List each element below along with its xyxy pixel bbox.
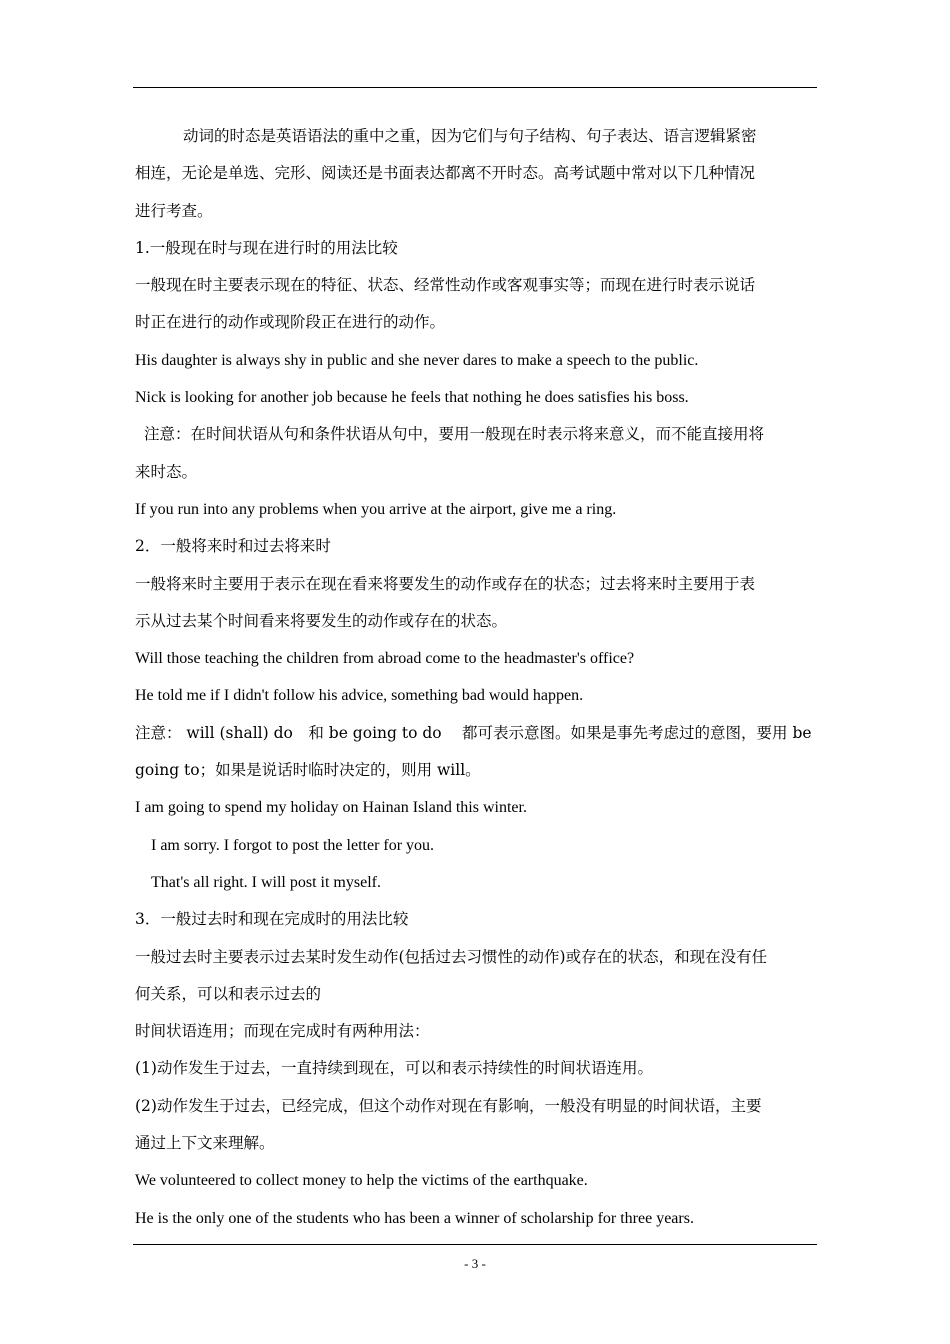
dialogue-line: That's all right. I will post it myself. [151, 873, 381, 891]
usage-2-line-2: 通过上下文来理解。 [135, 1134, 275, 1153]
section-2-text-2: 示从过去某个时间看来将要发生的动作或存在的状态。 [135, 611, 508, 630]
example-sentence: We volunteered to collect money to help the victims of the earthquake. [135, 1172, 588, 1190]
note-line-4: going to；如果是说话时临时决定的，则用 will。 [135, 761, 481, 780]
section-3-text-1: 一般过去时主要表示过去某时发生动作(包括过去习惯性的动作)或存在的状态，和现在没有任 [135, 947, 768, 966]
header-rule [133, 87, 817, 88]
intro-line-1: 动词的时态是英语语法的重中之重，因为它们与句子结构、句子表达、语言逻辑紧密 [183, 127, 757, 145]
example-sentence: I am going to spend my holiday on Hainan Island this winter. [135, 799, 527, 817]
example-sentence: His daughter is always shy in public and she never dares to make a speech to the public. [135, 351, 699, 369]
document-body [135, 118, 819, 1237]
section-3-heading: 3．一般过去时和现在完成时的用法比较 [135, 910, 409, 929]
note-line-3: 注意： will (shall) do 和 be going to do 都可表示意图。如果是事先考虑过的意图，要用 be [135, 723, 812, 742]
note-line-2: 来时态。 [135, 462, 198, 481]
example-sentence: Will those teaching the children from abroad come to the headmaster's office? [135, 650, 635, 668]
section-2-text-1: 一般将来时主要用于表示在现在看来将要发生的动作或存在的状态；过去将来时主要用于表 [135, 574, 756, 593]
usage-2-line-1: (2)动作发生于过去，已经完成，但这个动作对现在有影响，一般没有明显的时间状语，主要 [135, 1096, 762, 1115]
example-sentence: He told me if I didn't follow his advice, something bad would happen. [135, 687, 584, 705]
section-1-text-1: 一般现在时主要表示现在的特征、状态、经常性动作或客观事实等；而现在进行时表示说话 [135, 276, 756, 295]
intro-line-3: 进行考查。 [135, 201, 213, 220]
example-sentence: If you run into any problems when you arrive at the airport, give me a ring. [135, 500, 617, 518]
note-line-1: 注意：在时间状语从句和条件状语从句中，要用一般现在时表示将来意义，而不能直接用将 [144, 425, 765, 444]
section-1-text-2: 时正在进行的动作或现阶段正在进行的动作。 [135, 313, 446, 332]
dialogue-line: I am sorry. I forgot to post the letter for you. [151, 836, 435, 854]
section-3-text-3: 时间状语连用；而现在完成时有两种用法： [135, 1022, 430, 1041]
section-3-text-2: 何关系，可以和表示过去的 [135, 984, 322, 1003]
section-1-heading: 1.一般现在时与现在进行时的用法比较 [135, 238, 398, 257]
example-sentence: He is the only one of the students who has been a winner of scholarship for three years. [135, 1209, 694, 1227]
intro-line-2: 相连，无论是单选、完形、阅读还是书面表达都离不开时态。高考试题中常对以下几种情况 [135, 164, 756, 183]
page-number: - 3 - [464, 1256, 486, 1271]
section-2-heading: 2．一般将来时和过去将来时 [135, 537, 331, 556]
footer-rule [133, 1244, 817, 1245]
usage-1: (1)动作发生于过去，一直持续到现在，可以和表示持续性的时间状语连用。 [135, 1059, 653, 1078]
example-sentence: Nick is looking for another job because he feels that nothing he does satisfies his boss. [135, 389, 689, 407]
